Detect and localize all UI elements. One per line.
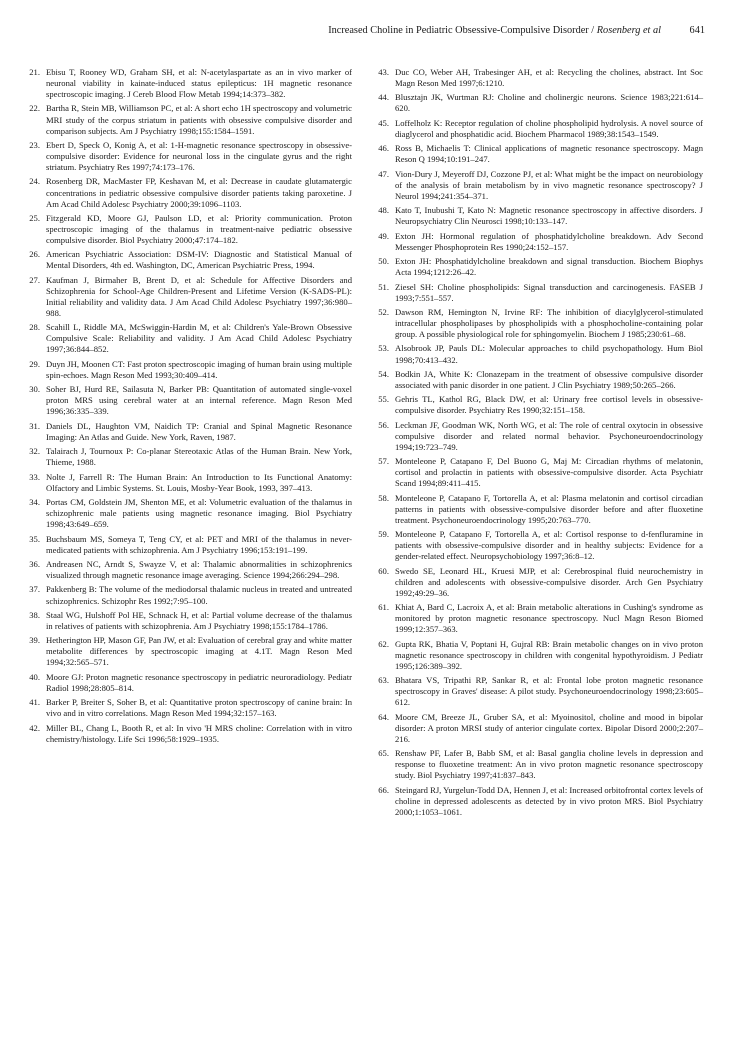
reference-number: 40. <box>29 671 40 682</box>
reference-number: 28. <box>29 322 40 333</box>
reference-entry <box>22 275 352 319</box>
reference-number: 30. <box>29 384 40 395</box>
reference-number: 27. <box>29 274 40 285</box>
reference-number: 39. <box>29 635 40 646</box>
reference-entry <box>22 697 352 719</box>
reference-entry <box>371 205 703 227</box>
reference-text: Fitzgerald KD, Moore GJ, Paulson LD, et al: Priority communication. Proton spectroscopic imaging of the thalamus in treatment-naive pediatric obsessive compulsive disorder. Biol Psychiatry 2000;47:174–182. <box>46 212 352 246</box>
reference-number: 32. <box>29 446 40 457</box>
reference-entry <box>22 446 352 468</box>
reference-entry <box>371 394 703 416</box>
reference-entry <box>22 322 352 355</box>
reference-number: 33. <box>29 471 40 482</box>
reference-entry <box>22 103 352 136</box>
reference-number: 60. <box>378 565 389 576</box>
references-column-right <box>371 67 703 821</box>
reference-entry <box>22 672 352 694</box>
reference-text: Ross B, Michaelis T: Clinical applications of magnetic resonance spectroscopy. Magn Reson Q 1994;10:191–247. <box>395 143 703 165</box>
reference-entry <box>371 92 703 114</box>
reference-number: 34. <box>29 497 40 508</box>
reference-entry <box>22 559 352 581</box>
reference-text: Pakkenberg B: The volume of the mediodorsal thalamic nucleus in treated and untreated schizophrenics. Schizophr Res 1992;7:95–100. <box>46 584 352 606</box>
reference-text: Portas CM, Goldstein JM, Shenton ME, et al: Volumetric evaluation of the thalamus in schizophrenic male patients using magnetic resonance imaging. Biol Psychiatry 1998;43:649–659. <box>46 497 352 530</box>
reference-number: 51. <box>378 281 389 292</box>
reference-text: Barker P, Breiter S, Soher B, et al: Quantitative proton spectroscopy of canine brain: In vivo and in vitro correlations. Magn Reson Med 1994;32:157–163. <box>46 697 352 719</box>
reference-entry <box>371 785 703 818</box>
reference-number: 23. <box>29 139 40 150</box>
reference-entry <box>371 675 703 708</box>
reference-entry <box>371 602 703 635</box>
reference-text: American Psychiatric Association: DSM-IV: Diagnostic and Statistical Manual of Mental Disorders, 4th ed. Washington, DC, American Psychiatric Press, 1994. <box>46 249 352 271</box>
reference-text: Moore GJ: Proton magnetic resonance spectroscopy in pediatric neuroradiology. Pediatr Radiol 1998;28:805–814. <box>46 671 352 693</box>
reference-text: Swedo SE, Leonard HL, Kruesi MJP, et al: Cerebrospinal fluid neurochemistry in children and adolescents with obsessive-compulsive disorder. Arch Gen Psychiatry 1992;49:29–36. <box>395 565 703 598</box>
reference-number: 37. <box>29 584 40 595</box>
reference-entry <box>22 67 352 100</box>
reference-text: Bartha R, Stein MB, Williamson PC, et al: A short echo 1H spectroscopy and volumetric MRI study of the corpus striatum in patients with obsessive compulsive disorder and comparison subjects. Am J Psychiatry 1998;155:1584–1591. <box>46 103 352 136</box>
reference-entry <box>371 256 703 278</box>
reference-text: Duyn JH, Moonen CT: Fast proton spectroscopic imaging of human brain using multiple spin-echoes. Magn Reson Med 1993;30:409–414. <box>46 358 352 380</box>
reference-text: Bodkin JA, White K: Clonazepam in the treatment of obsessive compulsive disorder associated with panic disorder in one patient. J Clin Psychiatry 1989;50:265–266. <box>395 368 703 390</box>
reference-text: Loffelholz K: Receptor regulation of choline phospholipid hydrolysis. A novel source of diaglycerol and phosphatidic acid. Biochem Pharmacol 1989;38:1543–1549. <box>395 117 703 139</box>
reference-text: Talairach J, Tournoux P: Co-planar Stereotaxic Atlas of the Human Brain. New York, Thieme, 1988. <box>46 446 352 468</box>
reference-number: 58. <box>378 492 389 503</box>
reference-number: 62. <box>378 638 389 649</box>
reference-text: Miller BL, Chang L, Booth R, et al: In vivo 'H MRS choline: Correlation with in vitro chemistry/histology. Life Sci 1996;58:1929–1935. <box>46 722 352 744</box>
reference-entry <box>22 384 352 417</box>
reference-text: Leckman JF, Goodman WK, North WG, et al: The role of central oxytocin in obsessive compulsive disorder and related normal behavior. Psychoneuroendocrinology 1994;19:723–749. <box>395 419 703 452</box>
reference-entry <box>22 359 352 381</box>
reference-text: Exton JH: Phosphatidylcholine breakdown and signal transduction. Biochem Biophys Acta 1994;1212:26–42. <box>395 256 703 278</box>
reference-number: 57. <box>378 456 389 467</box>
reference-number: 31. <box>29 420 40 431</box>
reference-entry <box>22 610 352 632</box>
reference-entry <box>22 421 352 443</box>
reference-entry <box>22 472 352 494</box>
page-number: 641 <box>689 25 705 36</box>
reference-entry <box>371 456 703 489</box>
reference-number: 65. <box>378 748 389 759</box>
reference-text: Ziesel SH: Choline phospholipids: Signal transduction and carcinogenesis. FASEB J 1993;7:551–557. <box>395 281 703 303</box>
reference-text: Renshaw PF, Lafer B, Babb SM, et al: Basal ganglia choline levels in depression and response to fluoxetine treatment: An in vivo proton magnetic resonance spectroscopy study. Biol Psychiatry 1997;41:837–843. <box>395 748 703 781</box>
reference-text: Bhatara VS, Tripathi RP, Sankar R, et al: Frontal lobe proton magnetic resonance spectroscopy in Graves' disease: A pilot study. Psychoneuroendocrinology 1998;23:605–612. <box>395 675 703 708</box>
reference-number: 45. <box>378 117 389 128</box>
running-title-authors: Rosenberg et al <box>596 25 661 36</box>
reference-text: Hetherington HP, Mason GF, Pan JW, et al: Evaluation of cerebral gray and white matter metabolite differences by spectroscopic imaging at 4.1T. Magn Reson Med 1994;32:565–571. <box>46 635 352 668</box>
reference-text: Andreasen NC, Arndt S, Swayze V, et al: Thalamic abnormalities in schizophrenics visualized through magnetic resonance image averaging. Science 1994;266:294–298. <box>46 559 352 581</box>
reference-number: 24. <box>29 176 40 187</box>
reference-number: 25. <box>29 212 40 223</box>
reference-text: Nolte J, Farrell R: The Human Brain: An Introduction to Its Functional Anatomy: Olfactory and Limbic Systems. St. Louis, Mosby-Year Book, 1993, 397–413. <box>46 471 352 493</box>
reference-entry <box>371 67 703 89</box>
reference-number: 63. <box>378 675 389 686</box>
reference-number: 26. <box>29 249 40 260</box>
reference-number: 54. <box>378 368 389 379</box>
reference-entry <box>371 369 703 391</box>
reference-text: Scahill L, Riddle MA, McSwiggin-Hardin M, et al: Children's Yale-Brown Obsessive Compulsive Scale: Reliability and validity. J Am Acad Child Adolesc Psychiatry 1997;36:844–852. <box>46 322 352 355</box>
reference-number: 22. <box>29 103 40 114</box>
reference-text: Daniels DL, Haughton VM, Naidich TP: Cranial and Spinal Magnetic Resonance Imaging: An Atlas and Guide. New York, Raven, 1987. <box>46 420 352 442</box>
reference-entry <box>371 169 703 202</box>
reference-entry <box>371 529 703 562</box>
reference-text: Duc CO, Weber AH, Trabesinger AH, et al: Recycling the cholines, abstract. Int Soc Magn Reson Med 1997;6:1210. <box>395 67 703 89</box>
reference-text: Khiat A, Bard C, Lacroix A, et al: Brain metabolic alterations in Cushing's syndrome as monitored by proton magnetic resonance spectroscopy. Nucl Magn Reson Biomed 1999;12:357–363. <box>395 602 703 635</box>
reference-text: Buchsbaum MS, Someya T, Teng CY, et al: PET and MRI of the thalamus in never-medicated patients with schizophrenia. Am J Psychiatry 1996;153:191–199. <box>46 533 352 555</box>
reference-entry <box>22 723 352 745</box>
reference-number: 50. <box>378 256 389 267</box>
reference-text: Monteleone P, Catapano F, Tortorella A, et al: Cortisol response to d-fenfluramine in patients with obsessive-compulsive disorder and in healthy subjects: Evidence for a gender-related effect. Neuropsychobiology 1997;36:8–12. <box>395 529 703 562</box>
reference-text: Monteleone P, Catapano F, Tortorella A, et al: Plasma melatonin and cortisol circadian patterns in patients with obsessive-compulsive disorder before and after fluoxetine treatment. Psychoneuroendocrinology 1995;20:763–770. <box>395 492 703 525</box>
reference-number: 43. <box>378 67 389 77</box>
reference-entry <box>371 231 703 253</box>
reference-entry <box>371 566 703 599</box>
running-title <box>328 24 661 38</box>
references-column-left <box>22 67 352 748</box>
reference-entry <box>22 249 352 271</box>
reference-entry <box>22 534 352 556</box>
reference-entry <box>371 282 703 304</box>
reference-entry <box>22 635 352 668</box>
reference-text: Exton JH: Hormonal regulation of phosphatidylcholine breakdown. Adv Second Messenger Phosphoprotein Res 1990;24:152–157. <box>395 230 703 252</box>
reference-text: Gehris TL, Kathol RG, Black DW, et al: Urinary free cortisol levels in obsessive-compulsive disorder. Psychiatry Res 1990;32:151–158. <box>395 394 703 416</box>
reference-entry <box>371 493 703 526</box>
reference-number: 47. <box>378 168 389 179</box>
running-header <box>0 24 753 38</box>
reference-text: Blusztajn JK, Wurtman RJ: Choline and cholinergic neurons. Science 1983;221:614–620. <box>395 92 703 114</box>
reference-number: 46. <box>378 143 389 154</box>
reference-number: 61. <box>378 602 389 613</box>
reference-text: Staal WG, Hulshoff Pol HE, Schnack H, et al: Partial volume decrease of the thalamus in relatives of patients with schizophrenia. Am J Psychiatry 1998;155:1784–1786. <box>46 609 352 631</box>
reference-entry <box>22 176 352 209</box>
reference-text: Ebisu T, Rooney WD, Graham SH, et al: N-acetylaspartate as an in vivo marker of neuronal viability in kainate-induced status epilepticus: 1H magnetic resonance spectroscopic imaging. J Cereb Blood Flow Metab 1994;14:373–382. <box>46 67 352 100</box>
reference-number: 55. <box>378 394 389 405</box>
reference-text: Moore CM, Breeze JL, Gruber SA, et al: Myoinositol, choline and mood in bipolar disorder: A proton MRSI study of anterior cingulate cortex. Bipolar Disord 2000;2:207–216. <box>395 711 703 744</box>
reference-entry <box>22 140 352 173</box>
reference-text: Kato T, Inubushi T, Kato N: Magnetic resonance spectroscopy in affective disorders. J Neuropsychiatry Clin Neurosci 1998;10:133–147. <box>395 205 703 227</box>
reference-text: Ebert D, Speck O, Konig A, et al: 1-H-magnetic resonance spectroscopy in obsessive-compulsive disorder: Evidence for neuronal loss in the cingulate gyrus and the right striatum. Psychiatry Res 1997;74:173–176. <box>46 139 352 173</box>
reference-number: 35. <box>29 533 40 544</box>
reference-text: Rosenberg DR, MacMaster FP, Keshavan M, et al: Decrease in caudate glutamatergic concentrations in pediatric obsessive compulsive disorder patients taking paroxetine. J Am Acad Child Adolesc Psychiatry 2000;39:1096–1103. <box>46 176 352 209</box>
reference-number: 42. <box>29 722 40 733</box>
reference-entry <box>371 118 703 140</box>
reference-text: Kaufman J, Birmaher B, Brent D, et al: Schedule for Affective Disorders and Schizophrenia for School-Age Children-Present and Lifetime Version (K-SADS-PL): Initial reliability and validity data. J Am Acad Child Adolesc Psychiatry 1997;36:980–988. <box>46 274 352 318</box>
reference-number: 48. <box>378 205 389 216</box>
reference-entry <box>371 143 703 165</box>
reference-number: 36. <box>29 559 40 570</box>
reference-entry <box>371 748 703 781</box>
reference-number: 21. <box>29 67 40 77</box>
reference-entry <box>22 584 352 606</box>
reference-text: Vion-Dury J, Meyeroff DJ, Cozzone PJ, et al: What might be the impact on neurobiology of the analysis of brain metabolism by in vivo magnetic resonance spectroscopy? J Neurol 1994;241:354–371. <box>395 168 703 201</box>
reference-number: 49. <box>378 230 389 241</box>
reference-number: 52. <box>378 306 389 317</box>
reference-number: 64. <box>378 711 389 722</box>
reference-number: 59. <box>378 529 389 540</box>
reference-text: Gupta RK, Bhatia V, Poptani H, Gujral RB: Brain metabolic changes on in vivo proton magnetic resonance spectroscopy in children with congenital hypothyroidism. J Pediatr 1995;126:389–392. <box>395 638 703 671</box>
reference-number: 44. <box>378 92 389 103</box>
reference-entry <box>22 497 352 530</box>
reference-entry <box>371 343 703 365</box>
reference-text: Monteleone P, Catapano F, Del Buono G, Maj M: Circadian rhythms of melatonin, cortisol and prolactin in patients with obsessive-compulsive disorder. Acta Psychiatr Scand 1994;89:411–415. <box>395 456 703 489</box>
reference-text: Steingard RJ, Yurgelun-Todd DA, Hennen J, et al: Increased orbitofrontal cortex levels of choline in depressed adolescents as detected by in vivo proton MRS. Biol Psychiatry 2000;1:1053–1061. <box>395 784 703 817</box>
reference-entry <box>371 712 703 745</box>
reference-entry <box>22 213 352 246</box>
reference-number: 56. <box>378 419 389 430</box>
reference-text: Soher BJ, Hurd RE, Sailasuta N, Barker PB: Quantitation of automated single-voxel proton MRS using cerebral water at an internal reference. Magn Reson Med 1996;36:335–339. <box>46 384 352 417</box>
reference-text: Alsobrook JP, Pauls DL: Molecular approaches to child psychopathology. Hum Biol 1998;70:413–432. <box>395 343 703 365</box>
reference-number: 53. <box>378 343 389 354</box>
reference-entry <box>371 420 703 453</box>
reference-number: 66. <box>378 784 389 795</box>
reference-entry <box>371 639 703 672</box>
reference-number: 29. <box>29 358 40 369</box>
reference-text: Dawson RM, Hemington N, Irvine RF: The inhibition of diacylglycerol-stimulated intracellular phospholipases by phospholipids with a phosphocholine-containing polar group. A possible physiological role for sphingomyelin. Biochem J 1985;230:61–68. <box>395 306 703 340</box>
reference-number: 41. <box>29 697 40 708</box>
reference-entry <box>371 307 703 340</box>
reference-number: 38. <box>29 609 40 620</box>
running-title-text: Increased Choline in Pediatric Obsessive-Compulsive Disorder / <box>328 25 597 36</box>
